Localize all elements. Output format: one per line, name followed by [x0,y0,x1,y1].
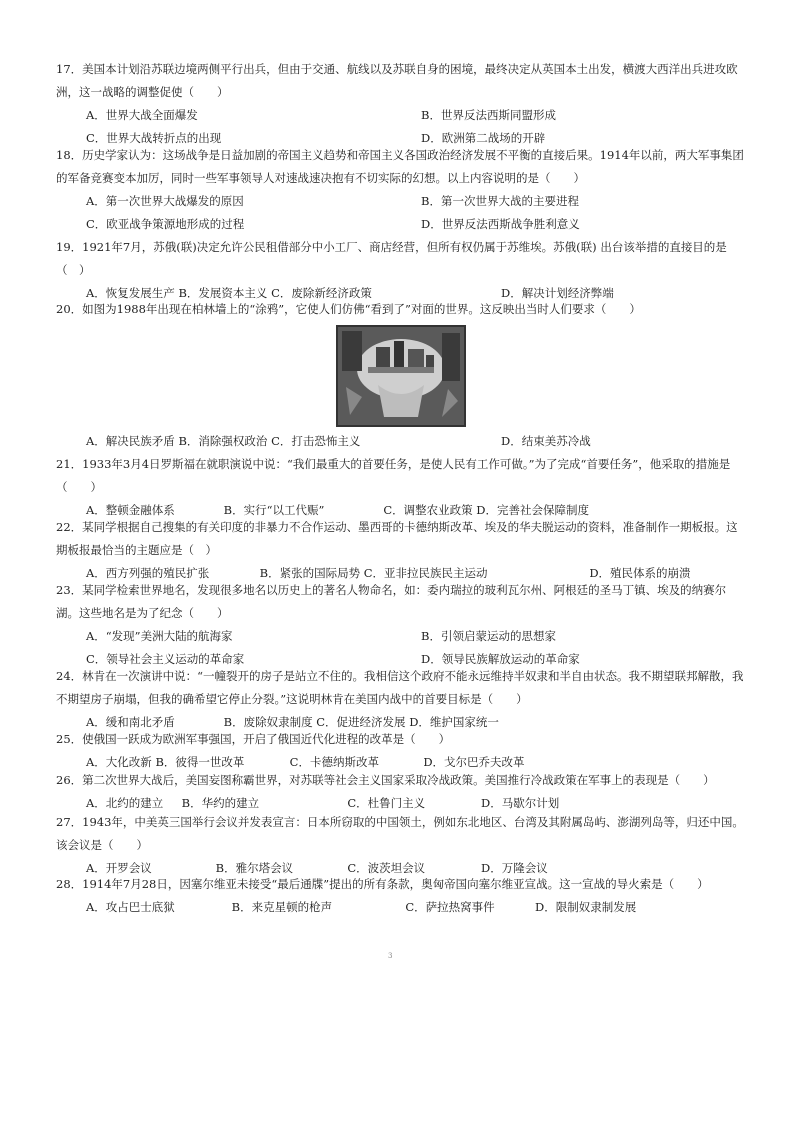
question-23 [56,579,746,671]
question-28 [56,873,746,919]
options [56,190,746,236]
option-d: D．限制奴隶制发展 [534,900,637,914]
option-a: A．第一次世界大战爆发的原因 [86,194,244,208]
option-d: D．万隆会议 [480,861,548,875]
option-c: C．世界大战转折点的出现 [86,131,222,145]
question-stem: 20．如图为1988年出现在柏林墙上的“涂鸦”，它使人们仿佛“看到了”对面的世界。这反映出当时人们要求（ ） [56,302,641,316]
option-c: C．波茨坦会议 [347,861,426,875]
question-stem: 22．某同学根据自己搜集的有关印度的非暴力不合作运动、墨西哥的卡德纳斯改革、埃及的华夫脱运动的资料，准备制作一期板报。这期板报最恰当的主题应是（ ） [56,520,738,557]
option-a: A．攻占巴士底狱 [86,900,175,914]
option-d: D．领导民族解放运动的革命家 [421,652,580,666]
option-abc: A．解决民族矛盾 B．消除强权政治 C．打击恐怖主义 [86,434,361,448]
option-a: A．西方列强的殖民扩张 [86,566,210,580]
option-bcd: B．废除奴隶制度 C．促进经济发展 D．维护国家统一 [223,715,499,729]
graffiti-illustration [338,327,464,425]
option-b: B．实行“以工代赈” [223,503,325,517]
option-b: B．第一次世界大战的主要进程 [421,194,579,208]
berlin-wall-graffiti-image [336,325,466,427]
question-stem: 25．使俄国一跃成为欧洲军事强国，开启了俄国近代化进程的改革是（ ） [56,732,451,746]
option-b: B．来克星顿的枪声 [231,900,333,914]
option-d: D．结束美苏冷战 [501,434,591,448]
page-number: 3 [388,952,393,960]
option-abc: A．恢复发展生产 B．发展资本主义 C．废除新经济政策 [86,286,372,300]
question-stem: 27．1943年，中美英三国举行会议并发表宣言：日本所窃取的中国领土，例如东北地区、台湾及其附属岛屿、澎湖列岛等，归还中国。该会议是（ ） [56,815,744,852]
question-27 [56,811,746,880]
option-d: D．欧洲第二战场的开辟 [421,131,546,145]
option-bc: B．紧张的国际局势 C．亚非拉民族民主运动 [259,566,488,580]
option-c: C．欧亚战争策源地形成的过程 [86,217,245,231]
question-stem: 26．第二次世界大战后，美国妄图称霸世界，对苏联等社会主义国家采取冷战政策。美国推行冷战政策在军事上的表现是（ ） [56,773,715,787]
question-25 [56,728,746,774]
option-d: D．殖民体系的崩溃 [589,566,691,580]
options [56,430,746,453]
option-c: C．萨拉热窝事件 [405,900,495,914]
option-d: D．世界反法西斯战争胜利意义 [421,217,580,231]
option-ab: A．大化改新 B．彼得一世改革 [86,755,245,769]
option-a: A．“发现”美洲大陆的航海家 [86,629,233,643]
option-b: B．雅尔塔会议 [215,861,294,875]
question-20-options [56,430,746,453]
question-stem: 23．某同学检索世界地名，发现很多地名以历史上的著名人物命名，如：委内瑞拉的玻利瓦尔州、阿根廷的圣马丁镇、埃及的纳赛尔湖。这些地名是为了纪念（ ） [56,583,727,620]
option-d: D．解决计划经济弊端 [501,286,614,300]
option-d: D．戈尔巴乔夫改革 [423,755,525,769]
option-a: A．开罗会议 [86,861,152,875]
option-b: B．引领启蒙运动的思想家 [421,629,556,643]
option-c: C．卡德纳斯改革 [289,755,379,769]
question-20 [56,298,746,321]
option-d: D．马歇尔计划 [480,796,560,810]
option-a: A．整顿金融体系 [86,503,175,517]
question-stem: 24．林肯在一次演讲中说：“一幢裂开的房子是站立不住的。我相信这个政府不能永远维持半奴隶和半自由状态。我不期望联邦解散，我不期望房子崩塌，但我的确希望它停止分裂。”这说明林肯在美国内战中的首要目标是（ ） [56,669,744,706]
question-22 [56,516,746,585]
question-stem: 17．美国本计划沿苏联边境两侧平行出兵，但由于交通、航线以及苏联自身的困境，最终决定从英国本土出发，横渡大西洋出兵进攻欧洲，这一战略的调整促使（ ） [56,62,738,99]
question-24 [56,665,746,734]
question-17 [56,58,746,150]
question-19 [56,236,746,305]
question-18 [56,144,746,236]
option-cd: C．调整农业政策 D．完善社会保障制度 [383,503,589,517]
question-stem: 28．1914年7月28日，因塞尔维亚未接受“最后通牒”提出的所有条款，奥匈帝国向塞尔维亚宣战。这一宣战的导火索是（ ） [56,877,709,891]
option-c: C．领导社会主义运动的革命家 [86,652,245,666]
option-c: C．杜鲁门主义 [347,796,426,810]
option-a: A．缓和南北矛盾 [86,715,175,729]
options [56,896,746,919]
option-b: B．华约的建立 [181,796,260,810]
question-stem: 19．1921年7月，苏俄(联)决定允许公民租借部分中小工厂、商店经营，但所有权仍属于苏维埃。苏俄(联) 出台该举措的直接目的是（ ） [56,240,727,277]
question-26 [56,769,746,815]
question-21 [56,453,746,522]
question-stem: 18．历史学家认为：这场战争是日益加剧的帝国主义趋势和帝国主义各国政治经济发展不平衡的直接后果。1914年以前，两大军事集团的军备竞赛变本加厉，同时一些军事领导人对速战速决抱有不切实际的幻想。以上内容说明的是（ ） [56,148,744,185]
question-stem: 21．1933年3月4日罗斯福在就职演说中说：“我们最重大的首要任务，是使人民有工作可做。”为了完成“首要任务”，他采取的措施是（ ） [56,457,731,494]
option-a: A．北约的建立 [86,796,164,810]
option-b: B．世界反法西斯同盟形成 [421,108,556,122]
option-a: A．世界大战全面爆发 [86,108,198,122]
